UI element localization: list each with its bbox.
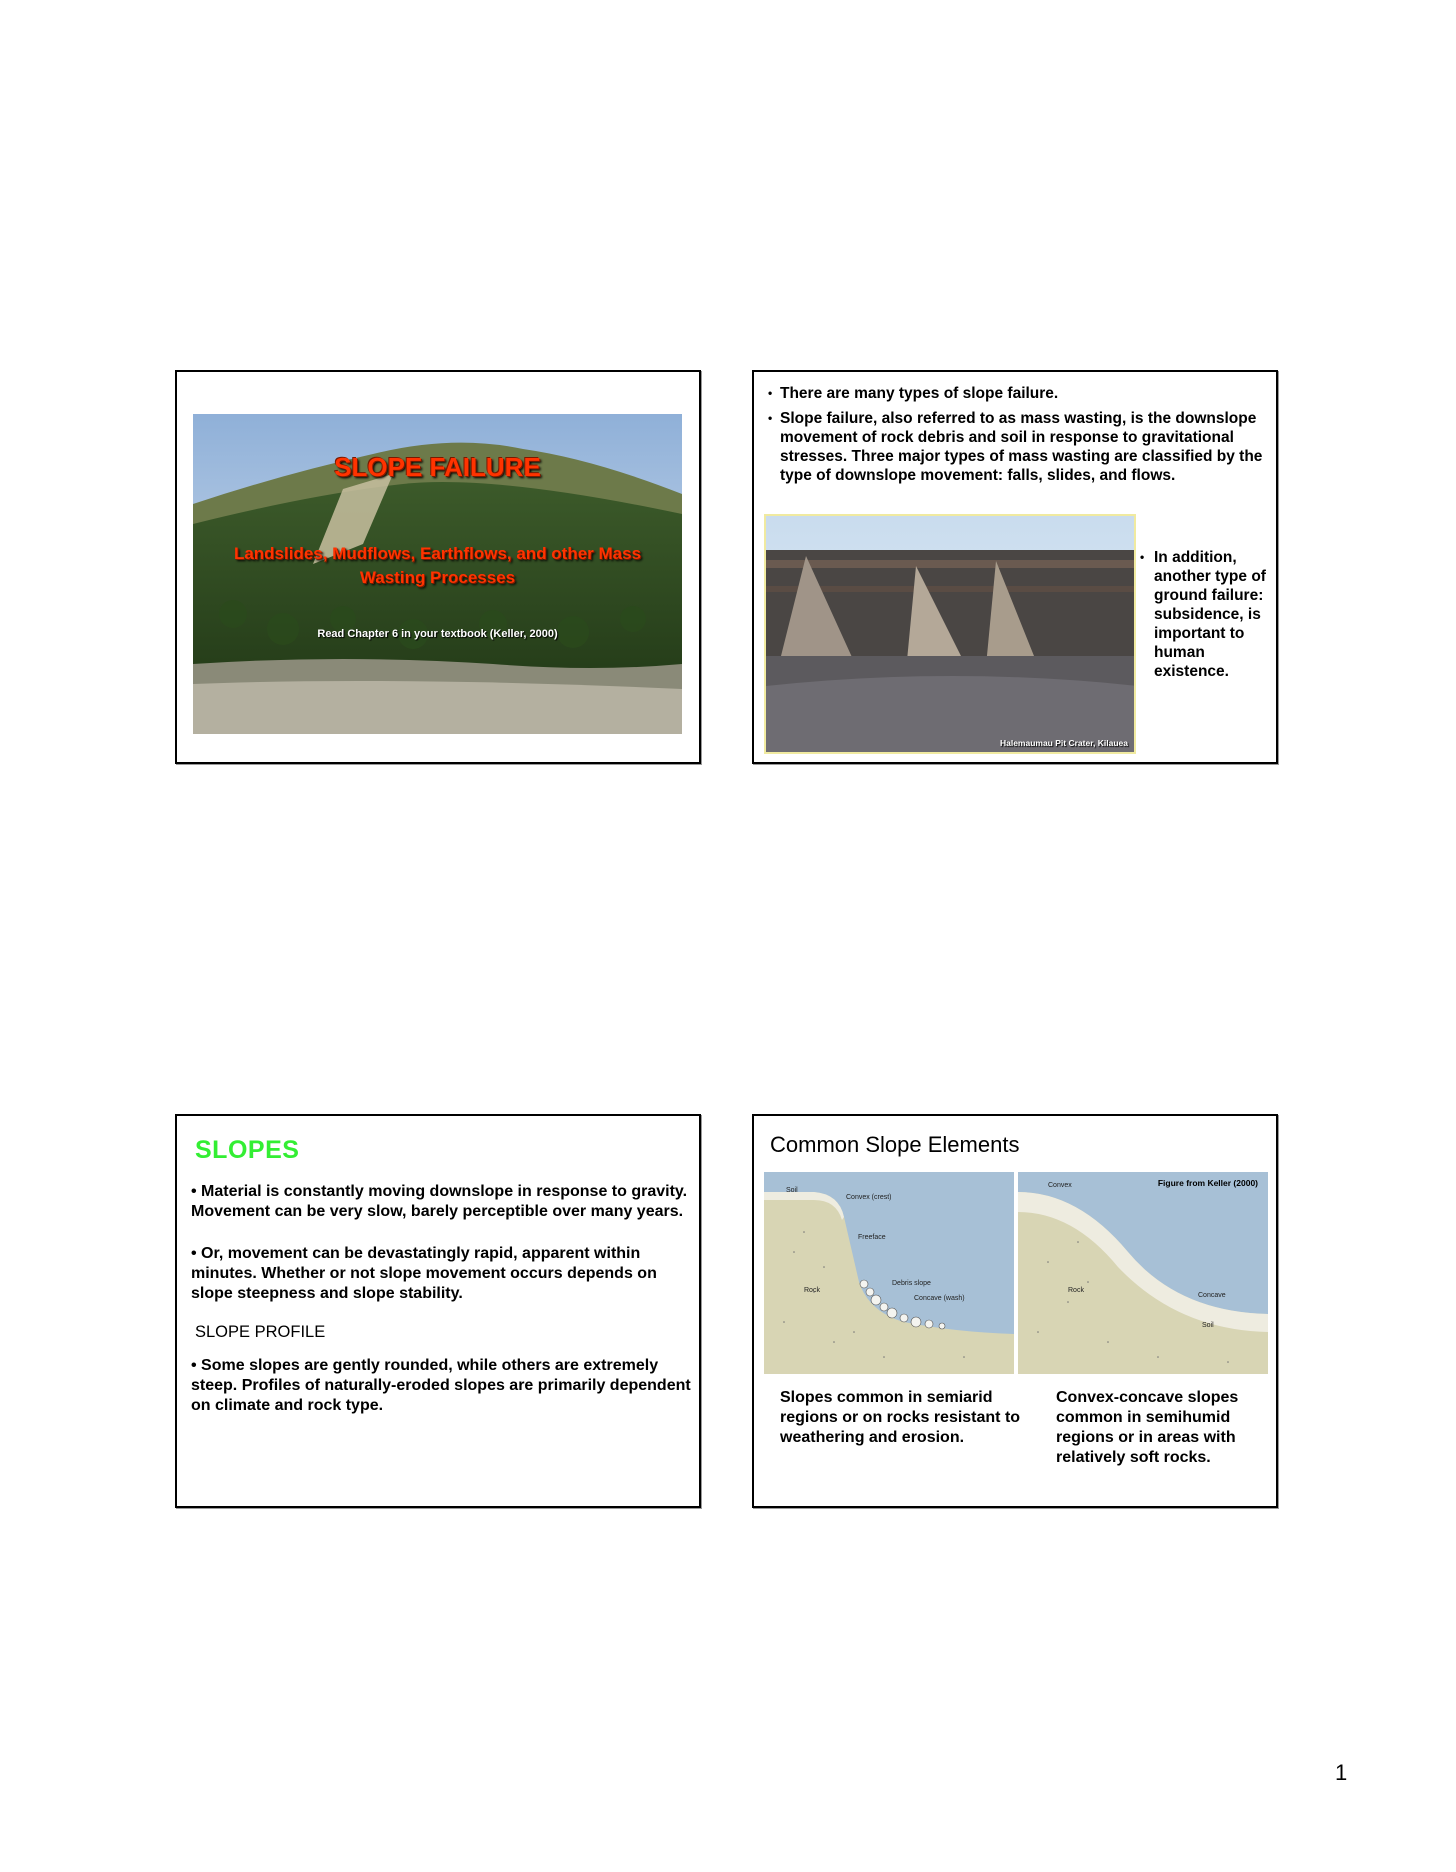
paragraph: • Or, movement can be devastatingly rapid, apparent within minutes. Whether or not slope movement occurs depends on slope steepness and slope stability.: [191, 1245, 657, 1302]
label-concave: Concave: [1198, 1292, 1226, 1299]
crater-photo: [764, 514, 1136, 754]
bullet-icon: •: [1140, 550, 1145, 564]
label-concave: Concave (wash): [914, 1295, 965, 1302]
list-item: [768, 384, 1268, 403]
paragraph: • Some slopes are gently rounded, while others are extremely steep. Profiles of naturally-eroded slopes are primarily dependent on climate and rock type.: [191, 1357, 691, 1414]
landslide-photo: [193, 414, 682, 734]
label-soil: Soil: [786, 1187, 798, 1194]
slide-slope-elements: [752, 1114, 1278, 1508]
bullet-list: [768, 384, 1268, 491]
label-soil: Soil: [1202, 1322, 1214, 1329]
paragraph: • Material is constantly moving downslope in response to gravity. Movement can be very slow, barely perceptible over many years.: [191, 1183, 688, 1220]
label-debris: Debris slope: [892, 1280, 931, 1287]
figure-credit: Figure from Keller (2000): [1157, 1178, 1258, 1188]
section-heading: SLOPE PROFILE: [195, 1323, 326, 1341]
slope-diagram-semihumid: [1018, 1172, 1268, 1374]
reading-note: Read Chapter 6 in your textbook (Keller, 2000): [317, 628, 558, 640]
slide-slopes: [175, 1114, 701, 1508]
bullet-icon: •: [768, 386, 773, 400]
diagram-caption: Convex-concave slopes common in semihumid regions or in areas with relatively soft rocks.: [1056, 1389, 1239, 1466]
label-freeface: Freeface: [858, 1234, 886, 1241]
bullet-text: In addition, another type of ground failure: subsidence, is important to human existence.: [1154, 549, 1266, 680]
slope-diagram-semiarid: [764, 1172, 1014, 1374]
side-bullet: [1140, 548, 1274, 681]
list-item: [768, 409, 1268, 485]
slide-title: [175, 370, 701, 764]
bullet-icon: •: [768, 411, 773, 425]
bullet-text: There are many types of slope failure.: [780, 385, 1059, 402]
slide-title-text: Common Slope Elements: [770, 1132, 1020, 1157]
slide-types: [752, 370, 1278, 764]
slide-title-text: SLOPES: [195, 1136, 300, 1164]
bullet-text: Slope failure, also referred to as mass wasting, is the downslope movement of rock debris and soil in response to gravitational stresses. Three major types of mass wasting are classified by the type of downslope movement: falls, slides, and flows.: [780, 410, 1263, 484]
label-convex: Convex: [1048, 1182, 1072, 1189]
label-convex: Convex (crest): [846, 1194, 892, 1201]
photo-caption: Halemaumau Pit Crater, Kilauea: [999, 738, 1128, 748]
label-rock: Rock: [804, 1287, 820, 1294]
page-number: 1: [1335, 1760, 1348, 1785]
slide-subtitle: Landslides, Mudflows, Earthflows, and other Mass Wasting Processes: [233, 544, 642, 587]
label-rock: Rock: [1068, 1287, 1084, 1294]
slide-body: [191, 1182, 691, 1438]
diagram-caption: Slopes common in semiarid regions or on rocks resistant to weathering and erosion.: [780, 1389, 1021, 1446]
slide-title-text: SLOPE FAILURE: [334, 452, 541, 482]
